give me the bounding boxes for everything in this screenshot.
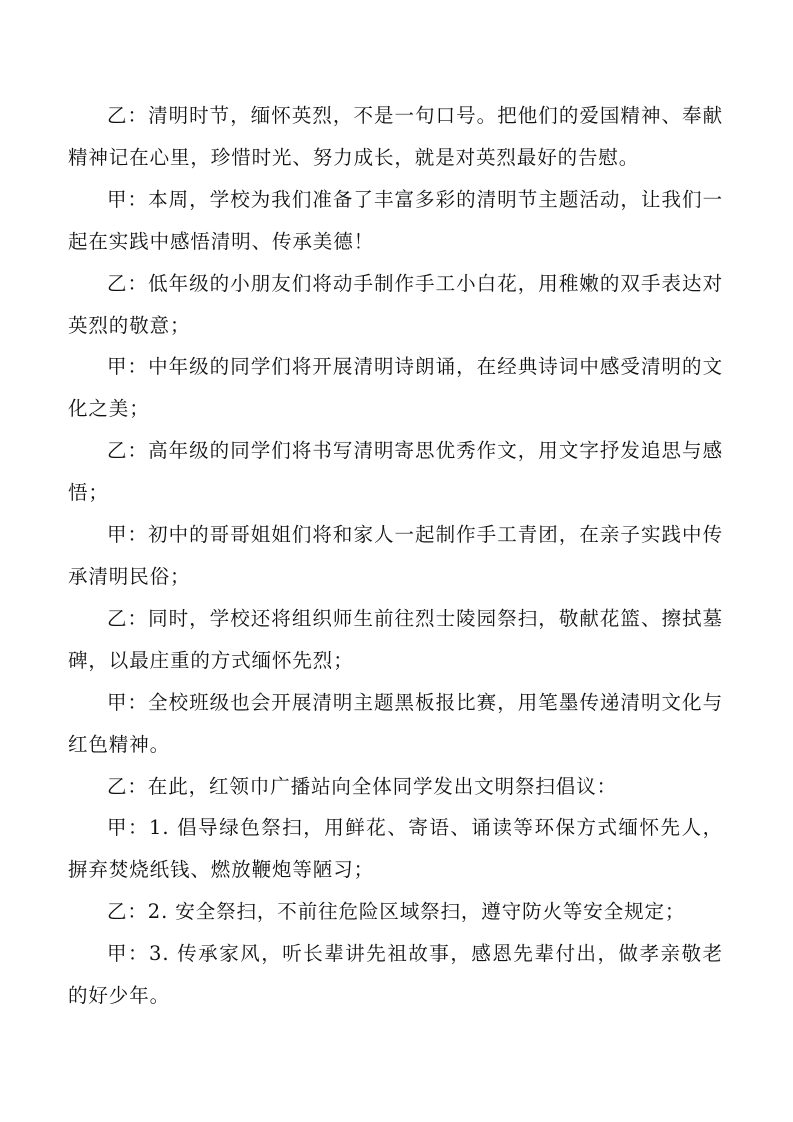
document-body: [68, 95, 723, 1017]
paragraph-2: 甲：本周，学校为我们准备了丰富多彩的清明节主题活动，让我们一起在实践中感悟清明、传承美德！: [68, 187, 723, 253]
paragraph-3: 乙：低年级的小朋友们将动手制作手工小白花，用稚嫩的双手表达对英烈的敬意；: [68, 271, 723, 337]
paragraph-1: 乙：清明时节，缅怀英烈，不是一句口号。把他们的爱国精神、奉献精神记在心里，珍惜时光、努力成长，就是对英烈最好的告慰。: [68, 104, 723, 169]
paragraph-7: 乙：同时，学校还将组织师生前往烈士陵园祭扫，敬献花篮、擦拭墓碑，以最庄重的方式缅怀先烈；: [68, 606, 723, 672]
paragraph-11: 乙：2. 安全祭扫，不前往危险区域祭扫，遵守防火等安全规定；: [107, 900, 686, 924]
paragraph-9: 乙：在此，红领巾广播站向全体同学发出文明祭扫倡议：: [107, 774, 618, 798]
paragraph-10: 甲：1. 倡导绿色祭扫，用鲜花、寄语、诵读等环保方式缅怀先人，摒弃焚烧纸钱、燃放鞭炮等陋习；: [68, 816, 723, 882]
paragraph-6: 甲：初中的哥哥姐姐们将和家人一起制作手工青团，在亲子实践中传承清明民俗；: [68, 523, 723, 588]
paragraph-8: 甲：全校班级也会开展清明主题黑板报比赛，用笔墨传递清明文化与红色精神。: [68, 690, 723, 756]
paragraph-4: 甲：中年级的同学们将开展清明诗朗诵，在经典诗词中感受清明的文化之美；: [68, 355, 723, 421]
paragraph-5: 乙：高年级的同学们将书写清明寄思优秀作文，用文字抒发追思与感悟；: [68, 439, 723, 505]
paragraph-12: 甲：3. 传承家风，听长辈讲先祖故事，感恩先辈付出，做孝亲敬老的好少年。: [68, 942, 723, 1008]
